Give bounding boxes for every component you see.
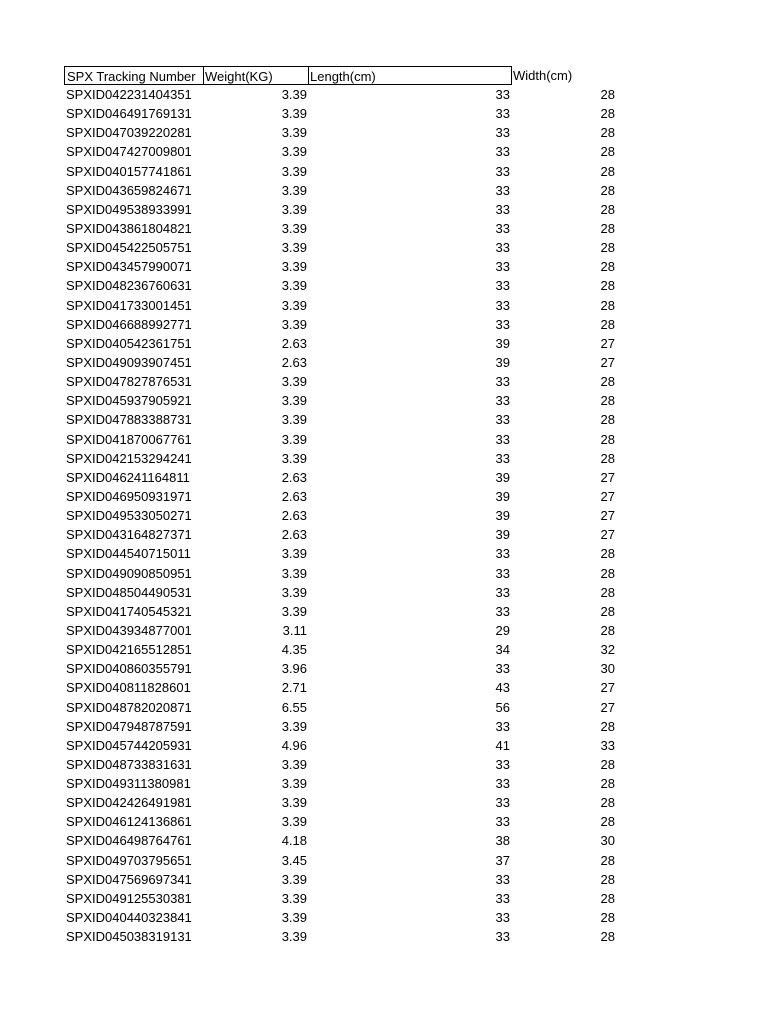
length-cell: 33 <box>495 431 510 447</box>
length-cell: 33 <box>495 584 510 600</box>
weight-cell: 2.71 <box>281 680 307 696</box>
length-cell: 33 <box>495 546 510 562</box>
weight-cell: 3.39 <box>281 929 307 945</box>
width-cell: 28 <box>600 603 615 619</box>
length-cell: 37 <box>495 852 510 868</box>
header-width: Width(cm) <box>513 68 573 83</box>
weight-cell: 4.18 <box>281 833 307 849</box>
weight-cell: 3.39 <box>281 240 307 256</box>
width-cell: 28 <box>600 393 615 409</box>
length-cell: 33 <box>495 106 510 122</box>
tracking-number-cell: SPXID048504490531 <box>66 584 192 600</box>
length-cell: 33 <box>495 929 510 945</box>
tracking-number-cell: SPXID049125530381 <box>66 890 192 906</box>
width-cell: 27 <box>600 527 615 543</box>
weight-cell: 4.96 <box>281 737 307 753</box>
width-cell: 28 <box>600 871 615 887</box>
weight-cell: 3.39 <box>281 431 307 447</box>
length-cell: 33 <box>495 890 510 906</box>
width-cell: 28 <box>600 546 615 562</box>
width-cell: 28 <box>600 929 615 945</box>
length-cell: 33 <box>495 565 510 581</box>
length-cell: 33 <box>495 240 510 256</box>
width-cell: 28 <box>600 910 615 926</box>
width-cell: 28 <box>600 316 615 332</box>
tracking-number-cell: SPXID040542361751 <box>66 335 192 351</box>
width-cell: 32 <box>600 642 615 658</box>
tracking-number-cell: SPXID041733001451 <box>66 297 192 313</box>
weight-cell: 3.39 <box>281 450 307 466</box>
length-cell: 41 <box>495 737 510 753</box>
weight-cell: 3.39 <box>281 546 307 562</box>
length-cell: 33 <box>495 603 510 619</box>
length-cell: 39 <box>495 335 510 351</box>
tracking-number-cell: SPXID045038319131 <box>66 929 192 945</box>
length-cell: 39 <box>495 527 510 543</box>
length-cell: 33 <box>495 718 510 734</box>
length-cell: 33 <box>495 450 510 466</box>
width-cell: 27 <box>600 699 615 715</box>
length-cell: 33 <box>495 910 510 926</box>
weight-cell: 3.39 <box>281 259 307 275</box>
width-cell: 30 <box>600 833 615 849</box>
weight-cell: 3.39 <box>281 776 307 792</box>
weight-cell: 3.39 <box>281 565 307 581</box>
weight-cell: 4.35 <box>281 642 307 658</box>
tracking-number-cell: SPXID048782020871 <box>66 699 192 715</box>
weight-cell: 3.39 <box>281 584 307 600</box>
width-cell: 27 <box>600 680 615 696</box>
weight-cell: 2.63 <box>281 354 307 370</box>
length-cell: 33 <box>495 87 510 102</box>
tracking-number-cell: SPXID049533050271 <box>66 508 192 524</box>
tracking-number-cell: SPXID042165512851 <box>66 642 192 658</box>
tracking-number-cell: SPXID043861804821 <box>66 220 192 236</box>
length-cell: 33 <box>495 278 510 294</box>
tracking-number-cell: SPXID045744205931 <box>66 737 192 753</box>
width-cell: 28 <box>600 87 615 102</box>
length-cell: 33 <box>495 374 510 390</box>
weight-cell: 3.39 <box>281 182 307 198</box>
tracking-number-cell: SPXID043659824671 <box>66 182 192 198</box>
length-cell: 33 <box>495 182 510 198</box>
weight-cell: 3.39 <box>281 87 307 102</box>
weight-cell: 3.39 <box>281 756 307 772</box>
weight-cell: 3.39 <box>281 297 307 313</box>
tracking-number-cell: SPXID040157741861 <box>66 163 192 179</box>
length-cell: 33 <box>495 393 510 409</box>
width-cell: 28 <box>600 278 615 294</box>
tracking-number-cell: SPXID048733831631 <box>66 756 192 772</box>
length-cell: 33 <box>495 814 510 830</box>
weight-cell: 3.39 <box>281 871 307 887</box>
weight-cell: 3.39 <box>281 316 307 332</box>
weight-cell: 3.11 <box>282 622 307 638</box>
tracking-number-cell: SPXID049703795651 <box>66 852 192 868</box>
weight-cell: 3.39 <box>281 412 307 428</box>
length-cell: 33 <box>495 144 510 160</box>
width-cell: 28 <box>600 240 615 256</box>
tracking-number-cell: SPXID042153294241 <box>66 450 192 466</box>
tracking-number-cell: SPXID043457990071 <box>66 259 192 275</box>
weight-cell: 3.39 <box>281 603 307 619</box>
width-cell: 28 <box>600 182 615 198</box>
tracking-number-cell: SPXID044540715011 <box>66 546 191 562</box>
tracking-number-cell: SPXID040440323841 <box>66 910 192 926</box>
tracking-number-cell: SPXID045422505751 <box>66 240 192 256</box>
length-cell: 33 <box>495 776 510 792</box>
width-cell: 28 <box>600 852 615 868</box>
length-cell: 33 <box>495 220 510 236</box>
weight-cell: 3.39 <box>281 220 307 236</box>
weight-cell: 3.39 <box>281 125 307 141</box>
tracking-number-cell: SPXID047427009801 <box>66 144 192 160</box>
length-cell: 39 <box>495 488 510 504</box>
length-cell: 33 <box>495 201 510 217</box>
length-cell: 39 <box>495 469 510 485</box>
length-cell: 33 <box>495 163 510 179</box>
width-cell: 28 <box>600 431 615 447</box>
tracking-number-cell: SPXID046950931971 <box>66 488 192 504</box>
weight-cell: 3.39 <box>281 890 307 906</box>
tracking-number-cell: SPXID046241164811 <box>66 469 190 485</box>
width-cell: 28 <box>600 756 615 772</box>
width-cell: 27 <box>600 469 615 485</box>
weight-cell: 2.63 <box>281 488 307 504</box>
width-cell: 28 <box>600 890 615 906</box>
tracking-number-cell: SPXID049093907451 <box>66 354 192 370</box>
width-cell: 28 <box>600 201 615 217</box>
width-cell: 28 <box>600 718 615 734</box>
width-cell: 28 <box>600 814 615 830</box>
width-cell: 27 <box>600 488 615 504</box>
weight-cell: 3.39 <box>281 910 307 926</box>
weight-cell: 2.63 <box>281 508 307 524</box>
width-cell: 28 <box>600 795 615 811</box>
width-cell: 30 <box>600 661 615 677</box>
tracking-number-cell: SPXID046124136861 <box>66 814 192 830</box>
tracking-number-cell: SPXID042426491981 <box>66 795 192 811</box>
weight-cell: 3.39 <box>281 814 307 830</box>
tracking-number-cell: SPXID042231404351 <box>66 87 192 102</box>
weight-cell: 3.96 <box>281 661 307 677</box>
length-cell: 56 <box>495 699 510 715</box>
width-cell: 33 <box>600 737 615 753</box>
length-cell: 33 <box>495 259 510 275</box>
length-cell: 33 <box>495 795 510 811</box>
header-weight: Weight(KG) <box>203 66 309 85</box>
length-cell: 38 <box>495 833 510 849</box>
weight-cell: 3.39 <box>281 106 307 122</box>
tracking-number-cell: SPXID046688992771 <box>66 316 192 332</box>
length-cell: 33 <box>495 125 510 141</box>
tracking-number-cell: SPXID045937905921 <box>66 393 192 409</box>
width-cell: 28 <box>600 776 615 792</box>
tracking-number-cell: SPXID046498764761 <box>66 833 192 849</box>
length-cell: 33 <box>495 412 510 428</box>
tracking-number-cell: SPXID041740545321 <box>66 603 192 619</box>
width-cell: 27 <box>600 354 615 370</box>
tracking-number-cell: SPXID047039220281 <box>66 125 192 141</box>
tracking-number-cell: SPXID046491769131 <box>66 106 192 122</box>
width-cell: 28 <box>600 163 615 179</box>
tracking-number-cell: SPXID047948787591 <box>66 718 192 734</box>
header-tracking-number: SPX Tracking Number <box>64 66 204 85</box>
tracking-number-cell: SPXID040860355791 <box>66 661 192 677</box>
width-cell: 28 <box>600 220 615 236</box>
weight-cell: 3.39 <box>281 795 307 811</box>
width-cell: 28 <box>600 565 615 581</box>
width-cell: 28 <box>600 106 615 122</box>
weight-cell: 3.39 <box>281 201 307 217</box>
weight-cell: 3.39 <box>281 144 307 160</box>
length-cell: 39 <box>495 508 510 524</box>
tracking-number-cell: SPXID041870067761 <box>66 431 192 447</box>
tracking-number-cell: SPXID043164827371 <box>66 527 192 543</box>
weight-cell: 2.63 <box>281 527 307 543</box>
width-cell: 27 <box>600 508 615 524</box>
weight-cell: 3.45 <box>281 852 307 868</box>
tracking-number-cell: SPXID047883388731 <box>66 412 192 428</box>
weight-cell: 3.39 <box>281 718 307 734</box>
length-cell: 33 <box>495 297 510 313</box>
width-cell: 27 <box>600 335 615 351</box>
width-cell: 28 <box>600 297 615 313</box>
width-cell: 28 <box>600 125 615 141</box>
length-cell: 33 <box>495 661 510 677</box>
width-cell: 28 <box>600 584 615 600</box>
tracking-number-cell: SPXID047827876531 <box>66 374 192 390</box>
weight-cell: 3.39 <box>281 393 307 409</box>
tracking-number-cell: SPXID040811828601 <box>66 680 191 696</box>
length-cell: 33 <box>495 316 510 332</box>
length-cell: 33 <box>495 756 510 772</box>
weight-cell: 2.63 <box>281 335 307 351</box>
length-cell: 33 <box>495 871 510 887</box>
tracking-number-cell: SPXID047569697341 <box>66 871 192 887</box>
width-cell: 28 <box>600 412 615 428</box>
weight-cell: 6.55 <box>281 699 307 715</box>
width-cell: 28 <box>600 259 615 275</box>
tracking-number-cell: SPXID049538933991 <box>66 201 192 217</box>
tracking-number-cell: SPXID049090850951 <box>66 565 192 581</box>
width-cell: 28 <box>600 622 615 638</box>
weight-cell: 3.39 <box>281 374 307 390</box>
width-cell: 28 <box>600 374 615 390</box>
weight-cell: 2.63 <box>281 469 307 485</box>
tracking-number-cell: SPXID049311380981 <box>66 776 191 792</box>
tracking-number-cell: SPXID048236760631 <box>66 278 192 294</box>
weight-cell: 3.39 <box>281 278 307 294</box>
header-length: Length(cm) <box>308 66 512 85</box>
length-cell: 29 <box>495 622 510 638</box>
weight-cell: 3.39 <box>281 163 307 179</box>
width-cell: 28 <box>600 144 615 160</box>
length-cell: 39 <box>495 354 510 370</box>
tracking-number-cell: SPXID043934877001 <box>66 622 192 638</box>
length-cell: 34 <box>495 642 510 658</box>
length-cell: 43 <box>495 680 510 696</box>
width-cell: 28 <box>600 450 615 466</box>
